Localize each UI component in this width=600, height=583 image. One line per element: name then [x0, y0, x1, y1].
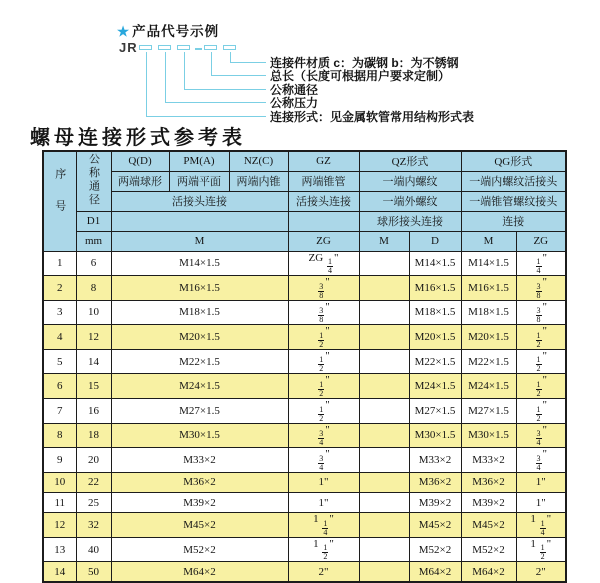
cell-qz-m — [359, 276, 409, 301]
header-empty — [111, 211, 288, 231]
cell-qz-m — [359, 349, 409, 374]
cell-gz-zg: $\frac{1}{2}$ " — [288, 325, 359, 350]
header-d1: D1 — [76, 211, 111, 231]
table-row — [43, 472, 566, 492]
header-gz-live-joint: 活接头连接 — [288, 191, 359, 211]
cell-seq: 13 — [43, 537, 76, 562]
header-qg-desc2: 一端锥管螺纹接头 — [461, 191, 566, 211]
legend-total-length: 总长（长度可根据用户要求定制） — [270, 69, 451, 83]
nut-connection-table — [42, 150, 567, 583]
cell-m: M18×1.5 — [111, 300, 288, 325]
cell-qg-zg: $\frac{1}{4}$ " — [516, 251, 566, 276]
table-row — [43, 374, 566, 399]
cell-m: M27×1.5 — [111, 399, 288, 424]
table-row — [43, 349, 566, 374]
table-row — [43, 300, 566, 325]
table-row — [43, 562, 566, 582]
cell-dn: 20 — [76, 448, 111, 473]
cell-m: M45×2 — [111, 513, 288, 538]
header-pm-desc: 两端平面 — [169, 171, 229, 191]
cell-dn: 25 — [76, 493, 111, 513]
cell-gz-zg: 1" — [288, 472, 359, 492]
cell-m: M16×1.5 — [111, 276, 288, 301]
product-code-box — [158, 45, 171, 50]
cell-gz-zg: $\frac{3}{8}$ " — [288, 276, 359, 301]
table-row — [43, 276, 566, 301]
cell-qz-m — [359, 325, 409, 350]
header-live-joint: 活接头连接 — [111, 191, 288, 211]
header-m: M — [111, 231, 288, 251]
header-seq: 序号 — [43, 151, 76, 251]
cell-seq: 11 — [43, 493, 76, 513]
cell-m: M22×1.5 — [111, 349, 288, 374]
table-row — [43, 251, 566, 276]
cell-qz-d: M30×1.5 — [409, 423, 461, 448]
header-qz-desc2: 一端外螺纹 — [359, 191, 461, 211]
cell-dn: 10 — [76, 300, 111, 325]
cell-seq: 2 — [43, 276, 76, 301]
cell-gz-zg: $\frac{3}{4}$ " — [288, 448, 359, 473]
cell-qz-m — [359, 423, 409, 448]
table-row — [43, 325, 566, 350]
header-zg: ZG — [288, 231, 359, 251]
cell-m: M14×1.5 — [111, 251, 288, 276]
cell-qg-m: M20×1.5 — [461, 325, 516, 350]
table-body — [43, 251, 566, 582]
legend-material: 连接件材质 c：为碳钢 b：为不锈钢 — [270, 56, 459, 70]
cell-dn: 16 — [76, 399, 111, 424]
cell-seq: 4 — [43, 325, 76, 350]
header-gz-desc: 两端锥管 — [288, 171, 359, 191]
cell-m: M20×1.5 — [111, 325, 288, 350]
cell-m: M33×2 — [111, 448, 288, 473]
cell-dn: 6 — [76, 251, 111, 276]
cell-seq: 5 — [43, 349, 76, 374]
cell-qz-d: M27×1.5 — [409, 399, 461, 424]
cell-dn: 12 — [76, 325, 111, 350]
cell-gz-zg: 2" — [288, 562, 359, 582]
table-title: 螺母连接形式参考表 — [30, 125, 246, 149]
cell-qg-zg: $\frac{3}{4}$ " — [516, 448, 566, 473]
product-code-heading-text: 产品代号示例 — [132, 24, 220, 39]
product-code-prefix: JR — [119, 40, 138, 55]
product-code-box — [139, 45, 152, 50]
cell-qz-d: M16×1.5 — [409, 276, 461, 301]
header-mm: mm — [76, 231, 111, 251]
header-nz: NZ(C) — [229, 151, 288, 171]
cell-qg-zg: 1 $\frac{1}{2}$ " — [516, 537, 566, 562]
legend-connection-type: 连接形式：见金属软管常用结构形式表 — [270, 110, 475, 124]
cell-qg-zg: $\frac{1}{2}$ " — [516, 349, 566, 374]
cell-qg-m: M27×1.5 — [461, 399, 516, 424]
cell-seq: 14 — [43, 562, 76, 582]
cell-qg-m: M52×2 — [461, 537, 516, 562]
cell-qz-m — [359, 448, 409, 473]
cell-qg-zg: $\frac{1}{2}$ " — [516, 325, 566, 350]
header-qg-m: M — [461, 231, 516, 251]
product-code-heading — [117, 20, 219, 40]
cell-m: M24×1.5 — [111, 374, 288, 399]
cell-qz-d: M39×2 — [409, 493, 461, 513]
header-qz: QZ形式 — [359, 151, 461, 171]
cell-qz-d: M64×2 — [409, 562, 461, 582]
cell-qg-zg: $\frac{1}{2}$ " — [516, 374, 566, 399]
cell-qz-d: M18×1.5 — [409, 300, 461, 325]
cell-dn: 14 — [76, 349, 111, 374]
cell-gz-zg: $\frac{1}{2}$ " — [288, 349, 359, 374]
product-code-dash — [195, 48, 202, 50]
cell-seq: 10 — [43, 472, 76, 492]
cell-seq: 3 — [43, 300, 76, 325]
product-code-box — [204, 45, 217, 50]
cell-qg-zg: 1 $\frac{1}{4}$ " — [516, 513, 566, 538]
header-q: Q(D) — [111, 151, 169, 171]
cell-qg-zg: $\frac{1}{2}$ " — [516, 399, 566, 424]
star-icon: ★ — [117, 24, 131, 39]
table-row — [43, 399, 566, 424]
header-qg-desc1: 一端内螺纹活接头 — [461, 171, 566, 191]
cell-qz-d: M14×1.5 — [409, 251, 461, 276]
cell-qg-zg: 2" — [516, 562, 566, 582]
cell-gz-zg: $\frac{3}{8}$ " — [288, 300, 359, 325]
cell-m: M39×2 — [111, 493, 288, 513]
legend-nominal-diameter: 公称通径 — [270, 83, 319, 97]
cell-dn: 22 — [76, 472, 111, 492]
header-ball-joint: 球形接头连接 — [359, 211, 461, 231]
connector-line — [146, 52, 266, 117]
cell-dn: 18 — [76, 423, 111, 448]
table-row — [43, 493, 566, 513]
table-row — [43, 537, 566, 562]
cell-qg-m: M36×2 — [461, 472, 516, 492]
cell-seq: 1 — [43, 251, 76, 276]
cell-qg-zg: 1" — [516, 472, 566, 492]
cell-seq: 9 — [43, 448, 76, 473]
header-empty — [288, 211, 359, 231]
cell-m: M36×2 — [111, 472, 288, 492]
cell-qg-m: M24×1.5 — [461, 374, 516, 399]
header-nz-desc: 两端内锥 — [229, 171, 288, 191]
cell-dn: 8 — [76, 276, 111, 301]
cell-dn: 50 — [76, 562, 111, 582]
header-qg-zg: ZG — [516, 231, 566, 251]
cell-gz-zg: ZG $\frac{1}{4}$ " — [288, 251, 359, 276]
cell-qg-zg: $\frac{3}{8}$ " — [516, 300, 566, 325]
cell-seq: 8 — [43, 423, 76, 448]
legend-nominal-pressure: 公称压力 — [270, 96, 319, 110]
cell-gz-zg: 1 $\frac{1}{2}$ " — [288, 537, 359, 562]
header-qz-desc1: 一端内螺纹 — [359, 171, 461, 191]
cell-gz-zg: $\frac{3}{4}$ " — [288, 423, 359, 448]
cell-seq: 6 — [43, 374, 76, 399]
cell-qz-m — [359, 251, 409, 276]
cell-qz-d: M22×1.5 — [409, 349, 461, 374]
cell-qg-m: M22×1.5 — [461, 349, 516, 374]
cell-seq: 7 — [43, 399, 76, 424]
cell-qz-d: M20×1.5 — [409, 325, 461, 350]
cell-qg-m: M14×1.5 — [461, 251, 516, 276]
cell-gz-zg: $\frac{1}{2}$ " — [288, 399, 359, 424]
cell-m: M52×2 — [111, 537, 288, 562]
cell-gz-zg: 1 $\frac{1}{4}$ " — [288, 513, 359, 538]
cell-qg-m: M39×2 — [461, 493, 516, 513]
cell-qz-d: M45×2 — [409, 513, 461, 538]
cell-qg-zg: $\frac{3}{4}$ " — [516, 423, 566, 448]
cell-qg-zg: 1" — [516, 493, 566, 513]
cell-qz-d: M52×2 — [409, 537, 461, 562]
header-dn: 公称通径 — [76, 151, 111, 211]
table-row — [43, 448, 566, 473]
cell-qg-m: M45×2 — [461, 513, 516, 538]
table-header — [43, 151, 566, 251]
cell-qg-m: M16×1.5 — [461, 276, 516, 301]
cell-qg-zg: $\frac{3}{8}$ " — [516, 276, 566, 301]
cell-qz-m — [359, 472, 409, 492]
cell-qz-m — [359, 513, 409, 538]
cell-qg-m: M33×2 — [461, 448, 516, 473]
product-code-box — [223, 45, 236, 50]
cell-gz-zg: $\frac{1}{2}$ " — [288, 374, 359, 399]
cell-qz-d: M36×2 — [409, 472, 461, 492]
cell-dn: 40 — [76, 537, 111, 562]
product-code-box — [177, 45, 190, 50]
table-row — [43, 513, 566, 538]
header-lianjie: 连接 — [461, 211, 566, 231]
cell-qz-d: M24×1.5 — [409, 374, 461, 399]
header-qz-d: D — [409, 231, 461, 251]
cell-qg-m: M30×1.5 — [461, 423, 516, 448]
cell-qz-m — [359, 374, 409, 399]
cell-qz-m — [359, 562, 409, 582]
header-gz: GZ — [288, 151, 359, 171]
table-row — [43, 423, 566, 448]
header-qg: QG形式 — [461, 151, 566, 171]
header-q-desc: 两端球形 — [111, 171, 169, 191]
cell-qg-m: M64×2 — [461, 562, 516, 582]
cell-m: M30×1.5 — [111, 423, 288, 448]
cell-qz-m — [359, 300, 409, 325]
cell-qz-d: M33×2 — [409, 448, 461, 473]
cell-gz-zg: 1" — [288, 493, 359, 513]
cell-qz-m — [359, 399, 409, 424]
header-qz-m: M — [359, 231, 409, 251]
cell-dn: 32 — [76, 513, 111, 538]
cell-dn: 15 — [76, 374, 111, 399]
header-pm: PM(A) — [169, 151, 229, 171]
cell-qz-m — [359, 493, 409, 513]
cell-m: M64×2 — [111, 562, 288, 582]
cell-qz-m — [359, 537, 409, 562]
cell-seq: 12 — [43, 513, 76, 538]
cell-qg-m: M18×1.5 — [461, 300, 516, 325]
